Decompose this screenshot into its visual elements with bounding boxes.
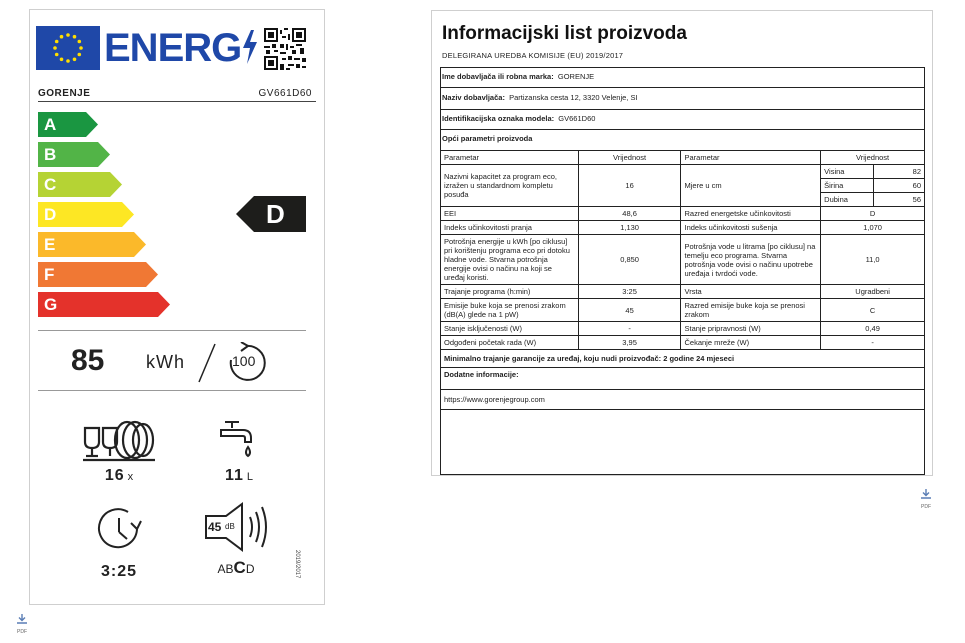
duration-label: Trajanje programa (h:min) [441, 285, 579, 299]
capacity-unit: x [127, 471, 134, 483]
eei-value: 48,6 [578, 207, 681, 221]
energy-scale-bar-e [38, 232, 146, 257]
lightning-icon [241, 30, 259, 64]
parameters-table [440, 150, 925, 410]
energy-scale-bar-b [38, 142, 110, 167]
address-value: Partizanska cesta 12, 3320 Velenje, SI [509, 93, 638, 102]
table-row [441, 299, 925, 322]
noise-class-value: C [821, 299, 925, 322]
scale-letter: B [44, 144, 57, 164]
cycles-value: 100 [232, 353, 256, 369]
dims-table [821, 165, 924, 206]
width-label: Širina [821, 179, 873, 193]
type-value: Ugradbeni [821, 285, 925, 299]
table-row [441, 221, 925, 235]
energy-scale-bar-d [38, 202, 134, 227]
noise-value: 45 [208, 520, 222, 534]
standby-value: 0,49 [821, 322, 925, 336]
energy-scale [38, 112, 238, 322]
dry-label: Indeks učinkovitosti sušenja [681, 221, 821, 235]
sheet-title: Informacijski list proizvoda [442, 23, 687, 44]
slash-icon [193, 338, 223, 388]
table-row [441, 322, 925, 336]
dims-label: Mjere u cm [681, 165, 821, 207]
eei-label: EEI [441, 207, 579, 221]
energy-wordmark [104, 26, 259, 70]
download-icon [16, 614, 28, 624]
water-block [204, 418, 274, 485]
scale-letter: E [44, 234, 56, 254]
scale-arrow-shape [38, 262, 158, 287]
noise-unit: dB [225, 522, 235, 531]
model-value: GV661D60 [558, 114, 596, 123]
scale-letter: F [44, 264, 55, 284]
capacity-value: 16 [578, 165, 681, 207]
height-value: 82 [873, 165, 924, 179]
noise-block [186, 502, 286, 578]
table-header: Vrijednost [578, 151, 681, 165]
brand-row [38, 88, 316, 102]
cycles-indicator [226, 342, 272, 384]
consumption-unit: kWh [146, 352, 185, 372]
address-label: Naziv dobavljača: [442, 93, 505, 102]
duration-block [74, 506, 164, 581]
table-header: Parametar [441, 151, 579, 165]
table-row [441, 390, 925, 410]
capacity-label: Nazivni kapacitet za program eco, izražen u standardnom kompletu posuđa [441, 165, 579, 207]
table-row [441, 336, 925, 350]
pdf-download-label[interactable] [16, 611, 28, 635]
noise-class-post: D [245, 562, 255, 576]
supplier-value: GORENJE [557, 72, 595, 81]
water-tap-icon [217, 418, 261, 462]
network-label: Čekanje mreže (W) [681, 336, 821, 350]
dims-cell [821, 165, 925, 207]
clean-value: 1,130 [578, 221, 681, 235]
clean-label: Indeks učinkovitosti pranja [441, 221, 579, 235]
download-icon [920, 489, 932, 499]
general-row [442, 134, 532, 143]
table-row [441, 368, 925, 390]
water-label: Potrošnja vode u litrama [po ciklusu] na temelju eco programa. Stvarna potrošnja vode ovisi o načinu upotrebe uređaja i tvrdoći vode. [681, 235, 821, 285]
divider [38, 330, 306, 331]
off-value: - [578, 322, 681, 336]
height-label: Visina [821, 165, 873, 179]
general-label: Opći parametri proizvoda [442, 134, 533, 143]
clock-icon [94, 506, 144, 554]
table-row [441, 285, 925, 299]
table-row [441, 207, 925, 221]
energy-scale-bar-f [38, 262, 158, 287]
scale-letter: D [44, 204, 57, 224]
water-value: 11 [224, 467, 244, 484]
noise-value: 45 [578, 299, 681, 322]
plates-icon [81, 418, 157, 462]
consumption-value: 85 [71, 344, 105, 377]
noise-class-active: C [233, 558, 246, 577]
type-label: Vrsta [681, 285, 821, 299]
label-brand: GORENJE [38, 88, 91, 99]
table-header: Parametar [681, 151, 821, 165]
scale-arrow-shape [38, 292, 170, 317]
water-unit: L [246, 471, 254, 483]
scale-letter: G [44, 294, 58, 314]
table-row [441, 165, 925, 207]
energy-scale-bar-g [38, 292, 170, 317]
table-row [441, 235, 925, 285]
energy-scale-bar-c [38, 172, 122, 197]
divider [440, 129, 925, 130]
depth-value: 56 [912, 195, 921, 204]
noise-class-pre: AB [217, 562, 234, 576]
supplier-label: Ime dobavljača ili robna marka: [442, 72, 554, 81]
energy-consumption [38, 338, 306, 388]
scale-letter: C [44, 174, 57, 194]
width-value: 60 [873, 179, 924, 193]
energy-word: ENERG [104, 26, 242, 70]
dry-value: 1,070 [821, 221, 925, 235]
duration-value: 3:25 [578, 285, 681, 299]
divider [38, 390, 306, 391]
supplier-row [442, 72, 594, 81]
duration-value: 3:25 [100, 563, 138, 580]
energy-value: 0,850 [578, 235, 681, 285]
standby-label: Stanje pripravnosti (W) [681, 322, 821, 336]
water-value: 11,0 [821, 235, 925, 285]
pdf-caption: PDF [921, 504, 931, 510]
sheet-url[interactable]: https://www.gorenjegroup.com [441, 390, 925, 410]
energy-scale-bar-a [38, 112, 98, 137]
label-regulation: 2019/2017 [294, 550, 300, 579]
label-model: GV661D60 [258, 88, 312, 99]
scale-letter: A [44, 114, 57, 134]
divider [440, 87, 925, 88]
energy-label-text: Potrošnja energije u kWh [po ciklusu] pri korištenju programa eco pri dotoku hladne vode. Stvarna potrošnja energije ovisi o načinu na koji se uređaj koristi. [441, 235, 579, 285]
noise-label: Emisije buke koja se prenosi zrakom (dB(A) glede na 1 pW) [441, 299, 579, 322]
address-row [442, 93, 638, 102]
pdf-caption: PDF [17, 629, 27, 635]
depth-label: Dubina [821, 193, 873, 207]
delay-value: 3,95 [578, 336, 681, 350]
label-header [36, 26, 314, 76]
table-header-row [441, 151, 925, 165]
eclass-label: Razred energetske učinkovitosti [681, 207, 821, 221]
energy-class-value: D [266, 199, 285, 229]
additional-label: Dodatne informacije: [441, 368, 925, 390]
pdf-download-sheet[interactable] [920, 486, 932, 510]
off-label: Stanje isključenosti (W) [441, 322, 579, 336]
eclass-value: D [821, 207, 925, 221]
network-value: - [821, 336, 925, 350]
table-header: Vrijednost [821, 151, 925, 165]
model-row [442, 114, 595, 123]
warranty-text: Minimalno trajanje garancije za uređaj, koju nudi proizvođač: 2 godine 24 mjeseci [441, 350, 925, 368]
sheet-regulation: DELEGIRANA UREDBA KOMISIJE (EU) 2019/2017 [442, 51, 624, 60]
sheet-inner [440, 19, 925, 475]
delay-label: Odgođeni početak rada (W) [441, 336, 579, 350]
eu-flag-icon [36, 26, 100, 70]
product-info-sheet [431, 10, 933, 476]
qr-code-icon[interactable] [264, 28, 306, 70]
noise-class-label: Razred emisije buke koja se prenosi zrakom [681, 299, 821, 322]
model-label: Identifikacijska oznaka modela: [442, 114, 555, 123]
energy-class-indicator [236, 196, 306, 232]
capacity-value: 16 [104, 467, 125, 484]
capacity-block [74, 418, 164, 485]
divider [440, 109, 925, 110]
table-row [441, 350, 925, 368]
energy-label[interactable] [29, 9, 325, 605]
